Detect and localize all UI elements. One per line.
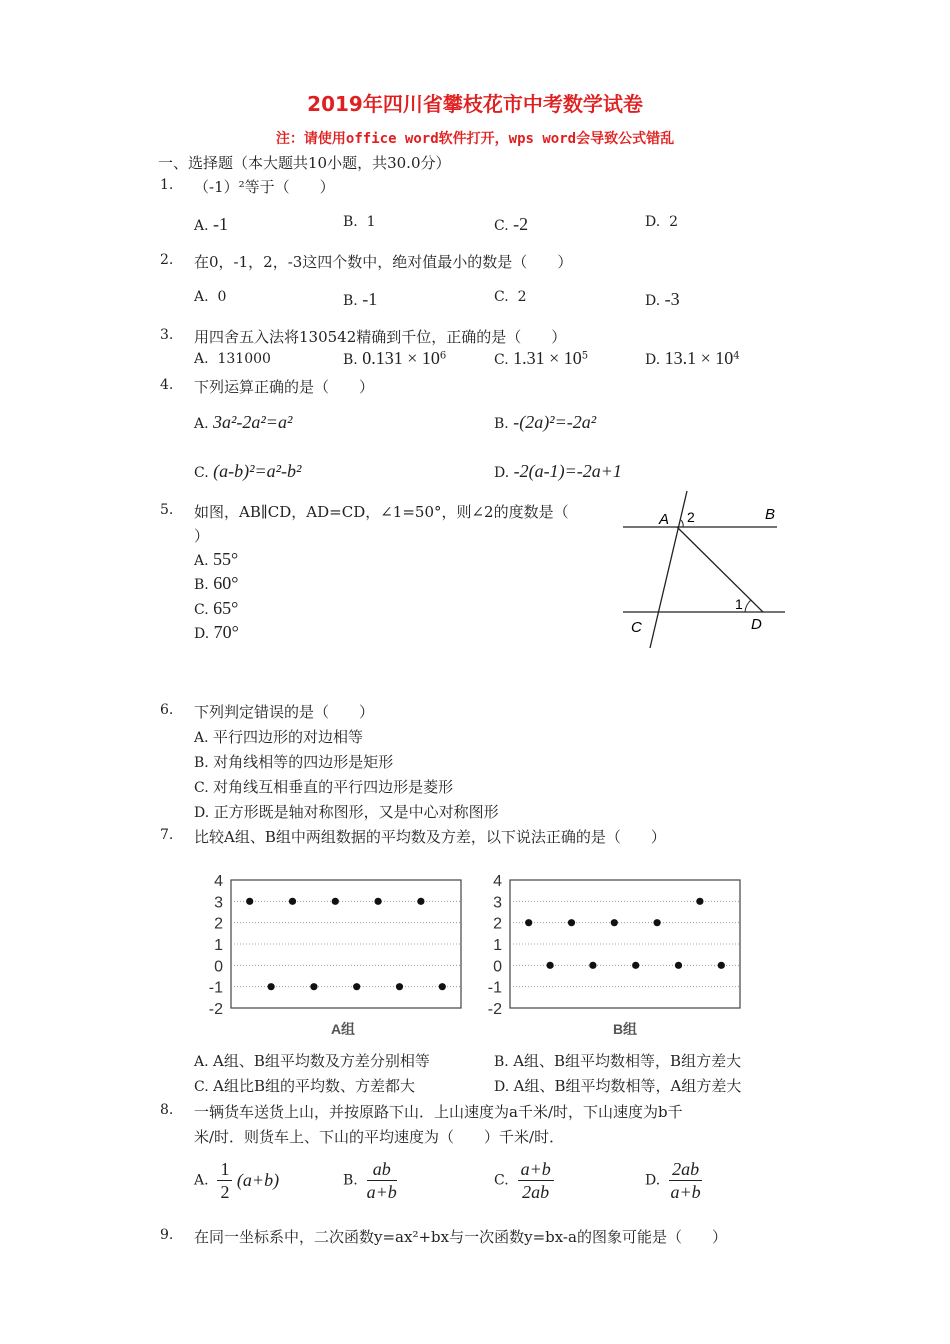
chart-a-ytick-label: 4 (214, 873, 223, 890)
q7-option-a: A. A组、B组平均数及方差分别相等 (194, 1052, 430, 1070)
q8-text-cont: 米/时．则货车上、下山的平均速度为（ ）千米/时． (194, 1128, 565, 1146)
q4-number: 4. (160, 377, 174, 393)
q7-option-c: C. A组比B组的平均数、方差都大 (194, 1077, 415, 1095)
q7-number: 7. (160, 827, 174, 843)
q3-option-a: A. 131000 (194, 351, 271, 367)
q9-text: 在同一坐标系中，二次函数y=ax²+bx与一次函数y=bx-a的图象可能是（ ） (194, 1228, 727, 1246)
q1-option-c: C. -2 (494, 214, 529, 234)
q5-text-cont: ） (194, 527, 210, 545)
chart-a-ytick-label: 1 (214, 937, 223, 954)
q2-text: 在0，-1，2，-3这四个数中，绝对值最小的数是（ ） (194, 253, 573, 271)
q3-option-c: C. $1.31 \times 10^5$ (494, 348, 589, 368)
label-angle1: 1 (735, 596, 743, 612)
q2-option-c: C. 2 (494, 289, 527, 305)
q4-option-b: B. -(2a)²=-2a² (494, 412, 597, 432)
q8-option-d: D. $\frac{2ab}{a+b}$ (645, 1159, 701, 1202)
q3-option-b: B. $0.131 \times 10^6$ (343, 348, 447, 368)
label-angle2: 2 (687, 509, 695, 525)
chart-b-data-point (589, 962, 596, 969)
chart-b-data-point (525, 919, 532, 926)
chart-b-data-point (568, 919, 575, 926)
chart-a-data-point (310, 983, 317, 990)
q8-option-b: B. $\frac{ab}{a+b}$ (343, 1159, 397, 1202)
q7-option-d: D. A组、B组平均数相等，A组方差大 (494, 1077, 742, 1095)
chart-a-data-point (396, 983, 403, 990)
chart-a-ytick-label: -2 (208, 1001, 223, 1018)
q3-number: 3. (160, 327, 174, 343)
format-notice: 注：请使用office word软件打开，wps word会导致公式错乱 (275, 131, 675, 147)
chart-a-ytick-label: -1 (208, 979, 223, 997)
chart-a-data-point (439, 983, 446, 990)
q6-option-d: D. 正方形既是轴对称图形，又是中心对称图形 (194, 803, 499, 821)
label-a: A (659, 511, 670, 528)
chart-b-data-point (696, 898, 703, 905)
q5-number: 5. (160, 502, 174, 518)
chart-a-data-point (289, 898, 296, 905)
chart-b-ytick-label: -2 (487, 1001, 502, 1018)
q8-option-a: A. $\frac{1}{2}$ (a+b) (194, 1159, 280, 1202)
q6-option-c: C. 对角线互相垂直的平行四边形是菱形 (194, 778, 454, 796)
q4-text: 下列运算正确的是（ ） (194, 378, 375, 396)
chart-b-data-point (675, 962, 682, 969)
chart-a-data-point (417, 898, 424, 905)
chart-b-ytick-label: 4 (493, 873, 502, 890)
q5-option-d: D. 70° (194, 622, 239, 642)
q6-text: 下列判定错误的是（ ） (194, 703, 375, 721)
chart-group-a (195, 868, 475, 1048)
chart-a-data-point (246, 898, 253, 905)
chart-a-plot (209, 873, 461, 1018)
q1-number: 1. (160, 177, 174, 193)
chart-b-data-point (547, 962, 554, 969)
chart-b-data-point (632, 962, 639, 969)
q3-text: 用四舍五入法将130542精确到千位，正确的是（ ） (194, 328, 567, 346)
q2-option-d: D. -3 (645, 289, 680, 309)
chart-a-ytick-label: 0 (214, 958, 223, 976)
q9-number: 9. (160, 1227, 174, 1243)
chart-a-title: A组 (330, 1021, 356, 1037)
q7-text: 比较A组、B组中两组数据的平均数及方差，以下说法正确的是（ ） (194, 828, 666, 846)
q5-option-a: A. 55° (194, 549, 239, 569)
q5-text: 如图，AB∥CD，AD=CD，∠1=50°，则∠2的度数是（ (194, 503, 569, 521)
q4-option-d: D. -2(a-1)=-2a+1 (494, 461, 622, 481)
chart-b-data-point (611, 919, 618, 926)
q8-text: 一辆货车送货上山，并按原路下山．上山速度为a千米/时，下山速度为b千 (194, 1103, 683, 1121)
chart-group-b (470, 868, 750, 1048)
chart-b-data-point (654, 919, 661, 926)
chart-b-ytick-label: 0 (493, 958, 502, 976)
chart-b-title: B组 (612, 1021, 638, 1037)
q1-option-a: A. -1 (194, 214, 229, 234)
paper-title: 2019年四川省攀枝花市中考数学试卷 (307, 92, 643, 116)
chart-a-data-point (375, 898, 382, 905)
chart-a-data-point (353, 983, 360, 990)
label-c: C (631, 619, 642, 636)
line-ad (677, 527, 763, 612)
q4-option-c: C. (a-b)²=a²-b² (194, 461, 302, 481)
chart-b-ytick-label: -1 (487, 979, 502, 997)
angle-2-arc (681, 520, 683, 527)
chart-b-ytick-label: 1 (493, 937, 502, 954)
q5-option-c: C. 65° (194, 598, 239, 618)
q2-option-a: A. 0 (194, 289, 227, 305)
label-d: D (751, 616, 762, 633)
q1-option-d: D. 2 (645, 214, 679, 230)
q2-number: 2. (160, 252, 174, 268)
chart-a-data-point (332, 898, 339, 905)
chart-a-ytick-label: 2 (214, 915, 223, 933)
q6-number: 6. (160, 702, 174, 718)
angle-1-arc (745, 600, 751, 612)
q6-option-b: B. 对角线相等的四边形是矩形 (194, 753, 394, 771)
q8-option-c: C. $\frac{a+b}{2ab}$ (494, 1158, 554, 1203)
q8-number: 8. (160, 1102, 174, 1118)
q5-option-b: B. 60° (194, 573, 239, 593)
q3-option-d: D. $13.1 \times 10^4$ (645, 348, 740, 368)
chart-b-ytick-label: 2 (493, 915, 502, 933)
q1-text: （-1）²等于（ ） (194, 178, 335, 196)
q7-option-b: B. A组、B组平均数相等，B组方差大 (494, 1052, 742, 1070)
chart-b-ytick-label: 3 (493, 894, 502, 912)
q6-option-a: A. 平行四边形的对边相等 (194, 728, 364, 746)
chart-b-plot (488, 873, 740, 1018)
section-heading: 一、选择题（本大题共10小题，共30.0分） (158, 154, 451, 172)
q2-option-b: B. -1 (343, 289, 378, 309)
q1-option-b: B. 1 (343, 214, 376, 230)
chart-a-data-point (268, 983, 275, 990)
chart-a-ytick-label: 3 (214, 894, 223, 912)
q4-option-a: A. 3a²-2a²=a² (194, 412, 293, 432)
label-b: B (765, 506, 776, 523)
q5-geometry-figure (615, 488, 795, 653)
chart-b-data-point (718, 962, 725, 969)
